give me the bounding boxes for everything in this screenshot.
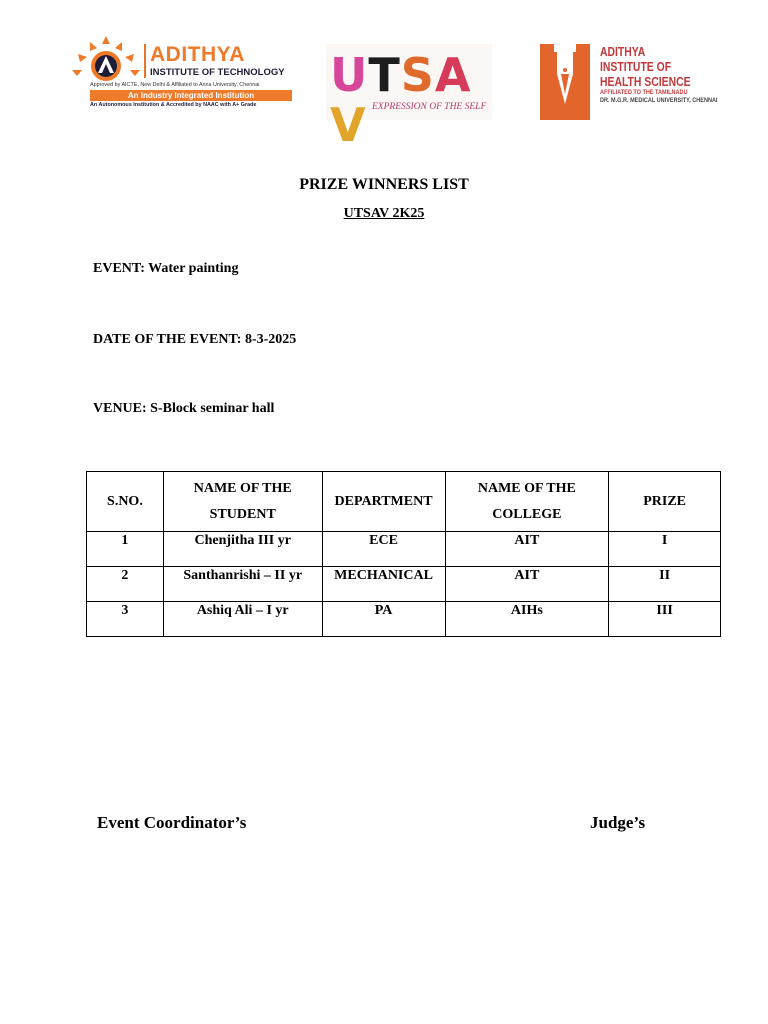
- judge-signature-label: Judge’s: [590, 813, 646, 832]
- header-college: [445, 472, 609, 532]
- cell-department: MECHANICAL: [322, 567, 445, 602]
- aihs-text: [600, 44, 724, 105]
- cell-student: Ashiq Ali – I yr: [163, 602, 322, 637]
- header-student: [163, 472, 322, 532]
- cell-student: Chenjitha III yr: [163, 532, 322, 567]
- ait-subtitle: INSTITUTE OF TECHNOLOGY: [150, 67, 285, 78]
- cell-prize: I: [609, 532, 721, 567]
- header-student-line1: NAME OF THE: [193, 480, 292, 496]
- cell-sno: 2: [87, 567, 164, 602]
- table-row: [87, 532, 721, 567]
- cell-sno: 1: [87, 532, 164, 567]
- aihs-pen-emblem-icon: [540, 44, 590, 120]
- ait-logo: [70, 34, 296, 112]
- event-date: DATE OF THE EVENT: 8-3-2025: [93, 332, 297, 347]
- aihs-line1: ADITHYA: [600, 44, 646, 59]
- cell-prize: III: [609, 602, 721, 637]
- aihs-logo: [540, 44, 724, 122]
- event-label: EVENT: Water painting: [93, 261, 239, 276]
- event-coordinator-signature-label: Event Coordinator’s: [97, 813, 247, 832]
- cell-sno: 3: [87, 602, 164, 637]
- page-subtitle: UTSAV 2K25: [343, 206, 425, 221]
- table-row: [87, 567, 721, 602]
- ait-sun-emblem-icon: [70, 34, 142, 84]
- ait-approval: Approved by AICTE, New Delhi & Affiliated to Anna University, Chennai: [90, 82, 260, 88]
- ait-banner: An Industry Integrated Institution: [90, 90, 292, 101]
- aihs-line2: INSTITUTE OF: [600, 59, 672, 74]
- table-row: [87, 602, 721, 637]
- winners-table: [86, 471, 721, 637]
- cell-prize: II: [609, 567, 721, 602]
- event-venue: VENUE: S-Block seminar hall: [93, 401, 275, 416]
- cell-college: AIT: [445, 532, 609, 567]
- table-header-row: [87, 472, 721, 532]
- ait-accreditation: An Autonomous Institution & Accredited by NAAC with A+ Grade: [90, 102, 257, 108]
- utsav-wordmark: UTSAV: [330, 48, 472, 152]
- header-sno: S.NO.: [87, 472, 164, 532]
- utsav-tagline: EXPRESSION OF THE SELF: [372, 102, 487, 112]
- aihs-line5: DR. M.G.R. MEDICAL UNIVERSITY, CHENNAI: [600, 97, 718, 104]
- cell-college: AIHs: [445, 602, 609, 637]
- cell-college: AIT: [445, 567, 609, 602]
- cell-department: PA: [322, 602, 445, 637]
- utsav-logo: [326, 44, 492, 152]
- ait-divider: [144, 44, 146, 78]
- header-student-line2: STUDENT: [209, 506, 276, 522]
- page-title: PRIZE WINNERS LIST: [299, 176, 469, 193]
- cell-department: ECE: [322, 532, 445, 567]
- header-prize: PRIZE: [609, 472, 721, 532]
- header-department: DEPARTMENT: [322, 472, 445, 532]
- aihs-line4: AFFILIATED TO THE TAMILNADU: [600, 89, 688, 96]
- header-college-line1: NAME OF THE: [477, 480, 576, 496]
- cell-student: Santhanrishi – II yr: [163, 567, 322, 602]
- ait-name: ADITHYA: [150, 43, 245, 66]
- aihs-line3: HEALTH SCIENCE: [600, 74, 691, 89]
- header-college-line2: COLLEGE: [492, 506, 562, 522]
